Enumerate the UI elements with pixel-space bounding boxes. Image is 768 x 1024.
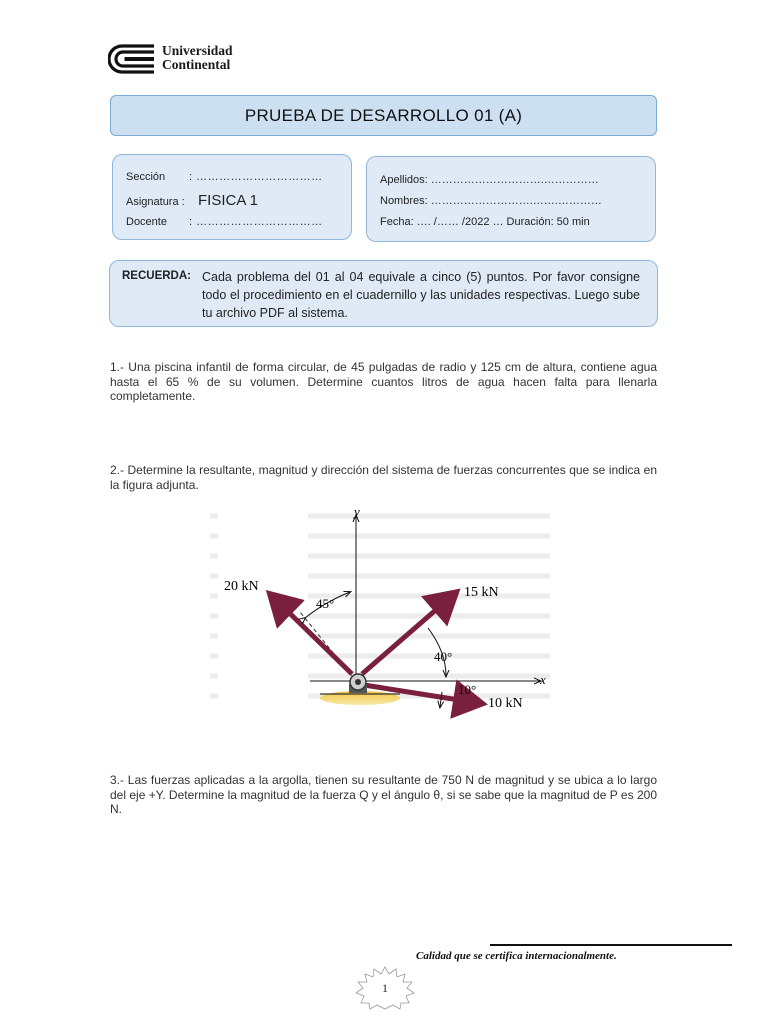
reminder-box	[109, 260, 658, 327]
problem-2: 2.- Determine la resultante, magnitud y dirección del sistema de fuerzas concurrentes que se indica en la figura adjunta.	[110, 463, 657, 492]
seccion-field[interactable]: : ……………………………	[189, 171, 323, 183]
university-name-line2: Continental	[162, 57, 231, 72]
seccion-row	[126, 171, 323, 183]
student-info-box	[366, 156, 656, 242]
footer-slogan: Calidad que se certifica internacionalmente.	[416, 950, 617, 962]
seccion-label: Sección	[126, 171, 166, 183]
university-name-line1: Universidad	[162, 43, 233, 58]
docente-label: Docente	[126, 216, 167, 228]
angle-label-40: 40°	[434, 649, 453, 664]
asignatura-label: Asignatura :	[126, 196, 185, 208]
exam-title: PRUEBA DE DESARROLLO 01 (A)	[244, 105, 523, 125]
asignatura-row	[126, 192, 258, 209]
ground-support	[320, 691, 400, 705]
university-logo-icon	[108, 42, 156, 76]
footer-divider	[490, 944, 732, 946]
docente-row	[126, 216, 323, 228]
force-diagram	[210, 502, 570, 727]
nombres-field[interactable]: Nombres: ……………………….…….…………	[380, 195, 602, 207]
fecha-duracion-field[interactable]: Fecha: …. /…… /2022 … Duración: 50 min	[380, 216, 590, 228]
exam-title-box	[110, 95, 657, 136]
problem-3: 3.- Las fuerzas aplicadas a la argolla, tienen su resultante de 750 N de magnitud y se ubica a lo largo del eje +Y. Determine la magnitud de la fuerza Q y el ángulo θ, si se sabe que la magnitud de P es 200 N.	[110, 773, 657, 816]
angle-label-45: 45°	[316, 596, 335, 611]
page-number-badge	[350, 965, 420, 1010]
reminder-label: RECUERDA:	[122, 270, 191, 282]
docente-field[interactable]: : ……………………………	[189, 216, 323, 228]
page-number: 1	[382, 981, 388, 995]
angle-label-10: 10°	[458, 682, 477, 697]
problem-1: 1.- Una piscina infantil de forma circular, de 45 pulgadas de radio y 125 cm de altura, contiene agua hasta el 65 % de su volumen. Determine cuantos litros de agua hacen falta para llenarla completamente.	[110, 360, 657, 403]
asignatura-value: FISICA 1	[198, 192, 259, 209]
force-label-15kn: 15 kN	[464, 585, 499, 600]
force-label-10kn: 10 kN	[488, 696, 523, 711]
y-axis-label: y	[354, 504, 360, 519]
x-axis-label: x	[540, 672, 546, 687]
course-info-box	[112, 154, 352, 240]
university-name	[162, 44, 233, 72]
reminder-text: Cada problema del 01 al 04 equivale a cinco (5) puntos. Por favor consigne todo el procedimiento en el cuadernillo y las unidades respectivas. Luego sube tu archivo PDF al sistema.	[202, 270, 640, 320]
apellidos-field[interactable]: Apellidos: ………………………….……………	[380, 174, 599, 186]
force-label-20kn: 20 kN	[224, 579, 259, 594]
